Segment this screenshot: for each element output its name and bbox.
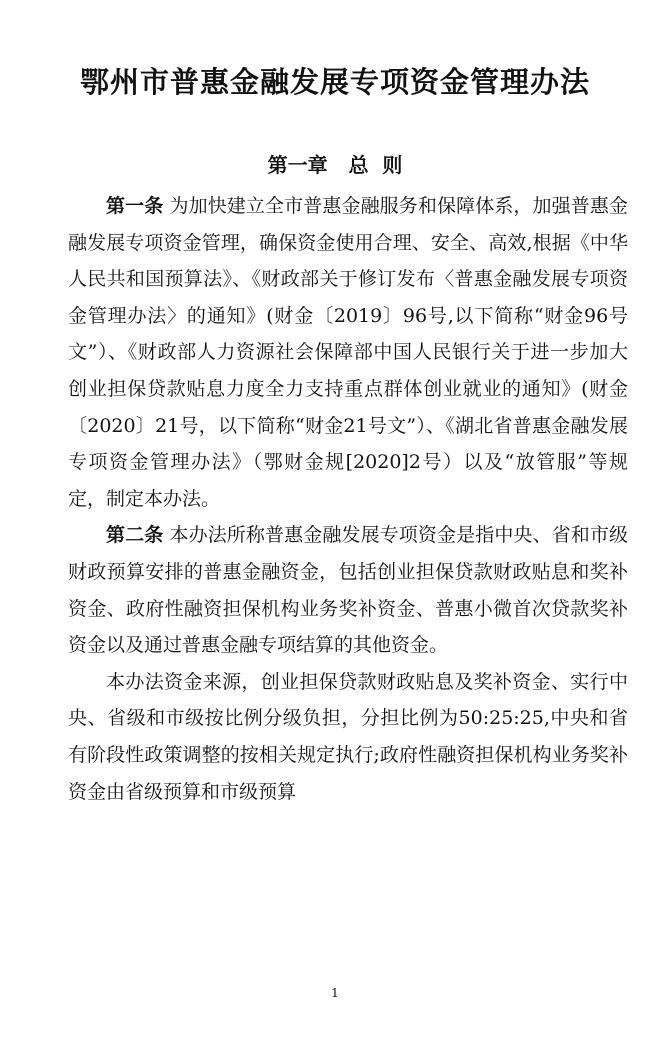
funding-source-text: 本办法资金来源，创业担保贷款财政贴息及奖补资金、实行中央、省级和市级按比例分级负担，分担比例为50:25:25,中央和省有阶段性政策调整的按相关规定执行;政府性融资担保机构业务奖补资金由省级预算和市级预算 xyxy=(68,670,628,803)
article-2-text: 本办法所称普惠金融发展专项资金是指中央、省和市级财政预算安排的普惠金融资金，包括创业担保贷款财政贴息和奖补资金、政府性融资担保机构业务奖补资金、普惠小微首次贷款奖补资金以及通过普惠金融专项结算的其他资金。 xyxy=(68,524,628,657)
article-1-text: 为加快建立全市普惠金融服务和保障体系，加强普惠金融发展专项资金管理，确保资金使用合理、安全、高效,根据《中华人民共和国预算法》、《财政部关于修订发布〈普惠金融发展专项资金管理办法〉的通知》(财金〔2019〕96号,以下简称“财金96号文”）、《财政部人力资源社会保障部中国人民银行关于进一步加大创业担保贷款贴息力度全力支持重点群体创业就业的通知》(财金〔2020〕21号，以下简称“财金21号文”）、《湖北省普惠金融发展专项资金管理办法》（鄂财金规[2020]2号）以及“放管服”等规定，制定本办法。 xyxy=(68,195,628,510)
document-body xyxy=(68,188,628,810)
document-title: 鄂州市普惠金融发展专项资金管理办法 xyxy=(79,65,590,99)
funding-source-paragraph xyxy=(68,664,628,810)
article-2-label: 第二条 xyxy=(106,524,164,547)
article-1-label: 第一条 xyxy=(106,195,164,217)
chapter-heading: 第一章 总 则 xyxy=(267,153,403,177)
article-2-paragraph xyxy=(68,517,628,663)
page-number: 1 xyxy=(331,986,339,1000)
article-1-paragraph xyxy=(68,188,628,517)
